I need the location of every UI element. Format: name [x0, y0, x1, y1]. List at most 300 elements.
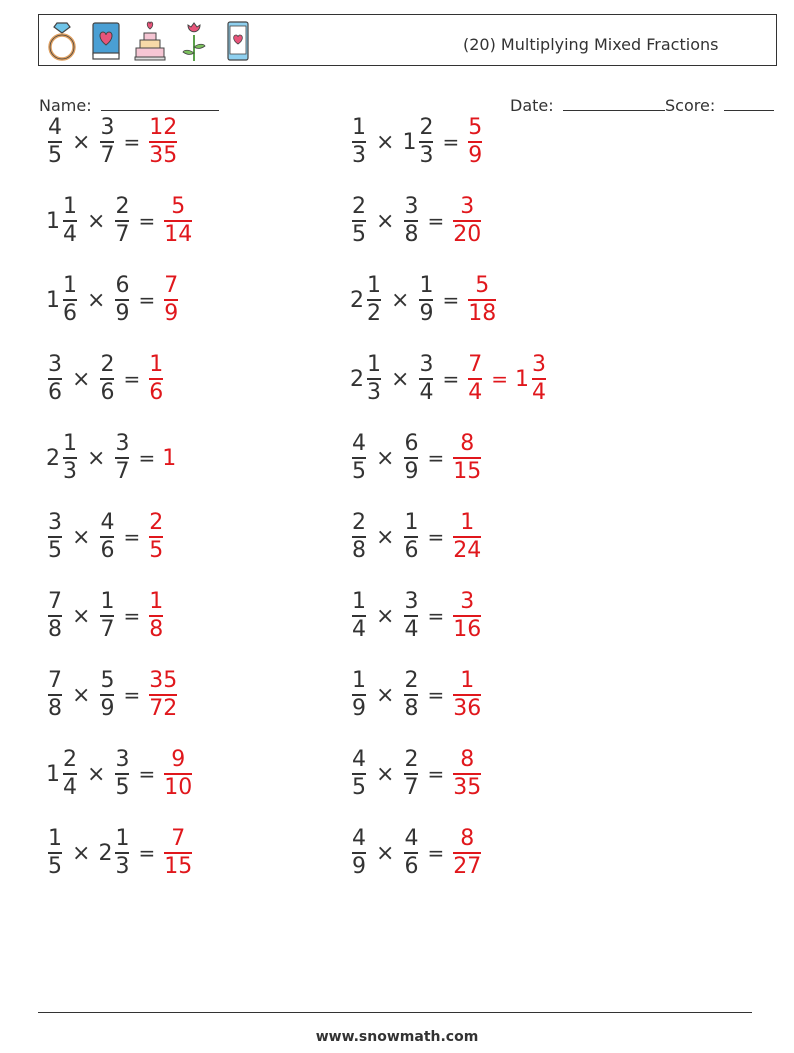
denominator: 9 [115, 300, 130, 326]
denominator: 7 [115, 458, 130, 484]
numerator: 1 [63, 194, 77, 220]
fraction [417, 115, 435, 169]
fraction [350, 747, 368, 801]
whole-number: 1 [46, 208, 60, 234]
fraction [113, 273, 131, 327]
denominator: 9 [404, 458, 419, 484]
equals-sign: = [123, 130, 141, 154]
numerator: 3 [115, 747, 130, 773]
problem-item [46, 268, 180, 332]
answer [451, 826, 483, 880]
times-sign: × [72, 682, 91, 708]
numerator: 1 [63, 431, 77, 457]
second-factor [402, 826, 420, 880]
second-factor [113, 747, 131, 801]
wedding-cake-icon [133, 19, 167, 63]
fraction [147, 589, 165, 643]
denominator: 3 [115, 853, 130, 879]
denominator: 15 [164, 853, 193, 879]
whole-number: 2 [98, 840, 113, 866]
fraction [402, 668, 420, 722]
numerator: 6 [115, 273, 130, 299]
numerator: 3 [419, 352, 434, 378]
denominator: 4 [531, 379, 546, 405]
fraction [417, 273, 435, 327]
denominator: 14 [164, 221, 193, 247]
times-sign: × [376, 682, 395, 708]
numerator: 2 [115, 194, 130, 220]
fraction [350, 510, 368, 564]
numerator: 5 [468, 115, 483, 141]
date-field [510, 94, 665, 115]
numerator: 3 [115, 431, 130, 457]
header-icons [45, 19, 255, 63]
numerator: 4 [352, 826, 366, 852]
equals-sign: = [427, 683, 445, 707]
denominator: 5 [48, 142, 62, 168]
problem-item [46, 110, 179, 174]
second-factor [402, 589, 420, 643]
score-blank [724, 94, 774, 111]
score-field [665, 94, 774, 115]
numerator: 5 [100, 668, 115, 694]
times-sign: × [376, 761, 395, 787]
second-factor [417, 352, 435, 406]
first-factor [350, 826, 368, 880]
fraction [402, 747, 420, 801]
numerator: 4 [100, 510, 115, 536]
first-factor [350, 194, 368, 248]
fraction [451, 747, 483, 801]
problem-item [350, 505, 483, 569]
fraction [402, 826, 420, 880]
fraction [350, 115, 368, 169]
second-factor [402, 668, 420, 722]
denominator: 35 [453, 774, 482, 800]
fraction [98, 510, 116, 564]
fraction [98, 589, 116, 643]
times-sign: × [376, 445, 395, 471]
denominator: 6 [100, 537, 115, 563]
times-sign: × [376, 208, 395, 234]
numerator: 1 [404, 510, 419, 536]
first-factor [46, 352, 64, 406]
numerator: 7 [48, 668, 62, 694]
numerator: 12 [149, 115, 178, 141]
equals-sign: = [138, 841, 156, 865]
times-sign: × [87, 287, 106, 313]
fraction [451, 826, 483, 880]
numerator: 3 [460, 589, 475, 615]
denominator: 5 [48, 537, 62, 563]
numerator: 8 [460, 431, 475, 457]
date-blank [563, 94, 665, 111]
numerator: 1 [48, 826, 62, 852]
fraction [162, 273, 180, 327]
fraction [402, 194, 420, 248]
answer [147, 589, 165, 643]
answer [451, 431, 483, 485]
numerator: 2 [352, 194, 366, 220]
problem-item [350, 663, 483, 727]
whole-number: 2 [46, 445, 60, 471]
first-factor [350, 352, 383, 406]
numerator: 8 [460, 826, 475, 852]
denominator: 4 [63, 774, 77, 800]
fraction [350, 826, 368, 880]
numerator: 1 [352, 589, 366, 615]
answer [162, 747, 194, 801]
problem-item [350, 584, 483, 648]
numerator: 4 [352, 747, 366, 773]
denominator: 16 [453, 616, 482, 642]
times-sign: × [72, 366, 91, 392]
denominator: 8 [48, 695, 62, 721]
equals-sign: = [491, 367, 508, 391]
denominator: 5 [352, 221, 366, 247]
denominator: 3 [63, 458, 77, 484]
phone-heart-icon [221, 19, 255, 63]
numerator: 1 [115, 826, 130, 852]
answer [451, 668, 483, 722]
fraction [98, 352, 116, 406]
problem-item [350, 347, 548, 411]
worksheet-header [38, 14, 777, 66]
denominator: 9 [352, 695, 366, 721]
numerator: 3 [460, 194, 475, 220]
numerator: 2 [100, 352, 115, 378]
numerator: 7 [171, 826, 186, 852]
numerator: 6 [404, 431, 419, 457]
whole-number: 1 [46, 287, 60, 313]
second-factor [98, 589, 116, 643]
denominator: 9 [352, 853, 366, 879]
equals-sign: = [427, 525, 445, 549]
denominator: 24 [453, 537, 482, 563]
denominator: 5 [149, 537, 164, 563]
answer [147, 668, 179, 722]
answer [147, 115, 179, 169]
first-factor [46, 194, 79, 248]
equals-sign: = [123, 604, 141, 628]
denominator: 5 [352, 774, 366, 800]
footer-url: www.snowmath.com [315, 1029, 479, 1045]
numerator: 3 [48, 510, 62, 536]
fraction [113, 826, 131, 880]
fraction [147, 668, 179, 722]
problem-item [350, 742, 483, 806]
equals-sign: = [138, 762, 156, 786]
denominator: 9 [419, 300, 434, 326]
fraction [402, 431, 420, 485]
problem-item [46, 189, 194, 253]
fraction [466, 115, 484, 169]
whole-number: 2 [350, 366, 364, 392]
numerator: 1 [367, 273, 381, 299]
name-label: Name: [39, 96, 92, 115]
denominator: 2 [367, 300, 381, 326]
fraction [451, 510, 483, 564]
answer [451, 194, 483, 248]
equals-sign: = [138, 209, 156, 233]
equals-sign: = [123, 367, 141, 391]
denominator: 3 [352, 142, 366, 168]
denominator: 6 [404, 853, 419, 879]
first-factor [350, 273, 383, 327]
fraction [46, 826, 64, 880]
equals-sign: = [123, 525, 141, 549]
problem-item [350, 189, 483, 253]
problem-item [46, 821, 194, 885]
numerator: 1 [367, 352, 381, 378]
numerator: 1 [419, 273, 434, 299]
fraction [350, 431, 368, 485]
times-sign: × [87, 761, 106, 787]
equals-sign: = [123, 683, 141, 707]
answer [162, 194, 194, 248]
numerator: 1 [149, 589, 164, 615]
second-factor [113, 273, 131, 327]
numerator: 9 [171, 747, 186, 773]
answer [162, 273, 180, 327]
fraction [365, 273, 383, 327]
first-factor [350, 589, 368, 643]
denominator: 9 [100, 695, 115, 721]
numerator: 4 [48, 115, 62, 141]
footer-divider [38, 1012, 752, 1013]
first-factor [46, 431, 79, 485]
numerator: 35 [149, 668, 178, 694]
first-factor [46, 273, 79, 327]
fraction [46, 352, 64, 406]
denominator: 7 [404, 774, 419, 800]
first-factor [46, 115, 64, 169]
answer [147, 510, 165, 564]
denominator: 6 [100, 379, 115, 405]
denominator: 4 [352, 616, 366, 642]
answer [466, 352, 484, 406]
denominator: 8 [404, 221, 419, 247]
times-sign: × [87, 445, 106, 471]
equals-sign: = [138, 288, 156, 312]
denominator: 4 [63, 221, 77, 247]
denominator: 9 [468, 142, 483, 168]
first-factor [350, 668, 368, 722]
fraction [46, 668, 64, 722]
denominator: 36 [453, 695, 482, 721]
fraction [113, 431, 131, 485]
first-factor [350, 510, 368, 564]
fraction [417, 352, 435, 406]
numerator: 5 [171, 194, 186, 220]
times-sign: × [376, 129, 395, 155]
answer [162, 446, 177, 471]
denominator: 5 [352, 458, 366, 484]
first-factor [350, 115, 368, 169]
fraction [61, 273, 79, 327]
numerator: 1 [149, 352, 164, 378]
equals-sign: = [138, 446, 156, 470]
second-factor [113, 431, 131, 485]
first-factor [46, 510, 64, 564]
times-sign: × [72, 129, 91, 155]
numerator: 1 [352, 668, 366, 694]
denominator: 4 [419, 379, 434, 405]
name-blank [101, 94, 219, 111]
numerator: 7 [468, 352, 483, 378]
times-sign: × [391, 287, 410, 313]
numerator: 3 [404, 194, 419, 220]
numerator: 3 [48, 352, 62, 378]
numerator: 4 [352, 431, 366, 457]
denominator: 20 [453, 221, 482, 247]
answer [451, 589, 483, 643]
numerator: 2 [149, 510, 164, 536]
fraction [402, 589, 420, 643]
denominator: 3 [367, 379, 381, 405]
times-sign: × [376, 840, 395, 866]
second-factor [98, 352, 116, 406]
denominator: 35 [149, 142, 178, 168]
denominator: 4 [468, 379, 483, 405]
denominator: 3 [419, 142, 434, 168]
numerator: 7 [164, 273, 179, 299]
problem-item [46, 505, 165, 569]
numerator: 3 [404, 589, 419, 615]
first-factor [350, 431, 368, 485]
second-factor [98, 826, 131, 880]
first-factor [46, 668, 64, 722]
problem-item [46, 742, 194, 806]
equals-sign: = [442, 288, 460, 312]
ring-icon [45, 19, 79, 63]
fraction [451, 431, 483, 485]
worksheet-title: (20) Multiplying Mixed Fractions [463, 35, 719, 54]
fraction [350, 589, 368, 643]
fraction [98, 115, 116, 169]
whole-number: 1 [402, 129, 417, 155]
fraction [530, 352, 548, 406]
fraction [147, 510, 165, 564]
fraction [466, 273, 498, 327]
denominator: 6 [404, 537, 419, 563]
first-factor [46, 589, 64, 643]
fraction [98, 668, 116, 722]
fraction [162, 826, 194, 880]
whole-number: 2 [350, 287, 364, 313]
numerator: 2 [404, 747, 419, 773]
whole-number: 1 [514, 366, 529, 392]
denominator: 15 [453, 458, 482, 484]
equals-sign: = [442, 130, 460, 154]
denominator: 9 [164, 300, 179, 326]
denominator: 7 [100, 616, 115, 642]
fraction [147, 115, 179, 169]
whole-number: 1 [162, 445, 177, 471]
numerator: 1 [460, 668, 475, 694]
second-factor [402, 431, 420, 485]
denominator: 72 [149, 695, 178, 721]
times-sign: × [87, 208, 106, 234]
second-factor [417, 273, 435, 327]
fraction [451, 589, 483, 643]
problem-item [350, 426, 483, 490]
denominator: 6 [149, 379, 164, 405]
numerator: 1 [100, 589, 115, 615]
times-sign: × [376, 603, 395, 629]
equals-sign: = [427, 446, 445, 470]
numerator: 5 [475, 273, 490, 299]
denominator: 27 [453, 853, 482, 879]
fraction [466, 352, 484, 406]
numerator: 1 [460, 510, 475, 536]
problem-item [46, 663, 179, 727]
denominator: 10 [164, 774, 193, 800]
fraction [61, 431, 79, 485]
second-factor [98, 668, 116, 722]
denominator: 7 [100, 142, 115, 168]
times-sign: × [72, 524, 91, 550]
answer [451, 747, 483, 801]
fraction [61, 747, 79, 801]
denominator: 4 [404, 616, 419, 642]
problem-item [46, 584, 165, 648]
second-factor [113, 194, 131, 248]
numerator: 8 [460, 747, 475, 773]
first-factor [46, 747, 79, 801]
problem-item [350, 110, 484, 174]
denominator: 8 [48, 616, 62, 642]
second-factor [402, 194, 420, 248]
rose-icon [177, 19, 211, 63]
equals-sign: = [427, 762, 445, 786]
numerator: 4 [404, 826, 419, 852]
denominator: 6 [48, 379, 62, 405]
fraction [402, 510, 420, 564]
whole-number: 1 [46, 761, 60, 787]
problem-item [350, 821, 483, 885]
denominator: 7 [115, 221, 130, 247]
denominator: 5 [115, 774, 130, 800]
fraction [46, 115, 64, 169]
times-sign: × [376, 524, 395, 550]
numerator: 2 [404, 668, 419, 694]
numerator: 2 [63, 747, 77, 773]
second-factor [402, 115, 435, 169]
second-factor [402, 510, 420, 564]
second-factor [98, 510, 116, 564]
times-sign: × [72, 603, 91, 629]
times-sign: × [72, 840, 91, 866]
numerator: 1 [352, 115, 366, 141]
fraction [46, 589, 64, 643]
answer [466, 115, 484, 169]
numerator: 3 [100, 115, 115, 141]
denominator: 5 [48, 853, 62, 879]
date-label: Date: [510, 96, 554, 115]
fraction [350, 668, 368, 722]
problem-item [46, 347, 165, 411]
love-book-icon [89, 19, 123, 63]
score-label: Score: [665, 96, 716, 115]
answer [162, 826, 194, 880]
problem-item [350, 268, 498, 332]
denominator: 8 [404, 695, 419, 721]
equals-sign: = [442, 367, 460, 391]
fraction [46, 510, 64, 564]
numerator: 7 [48, 589, 62, 615]
second-factor [98, 115, 116, 169]
